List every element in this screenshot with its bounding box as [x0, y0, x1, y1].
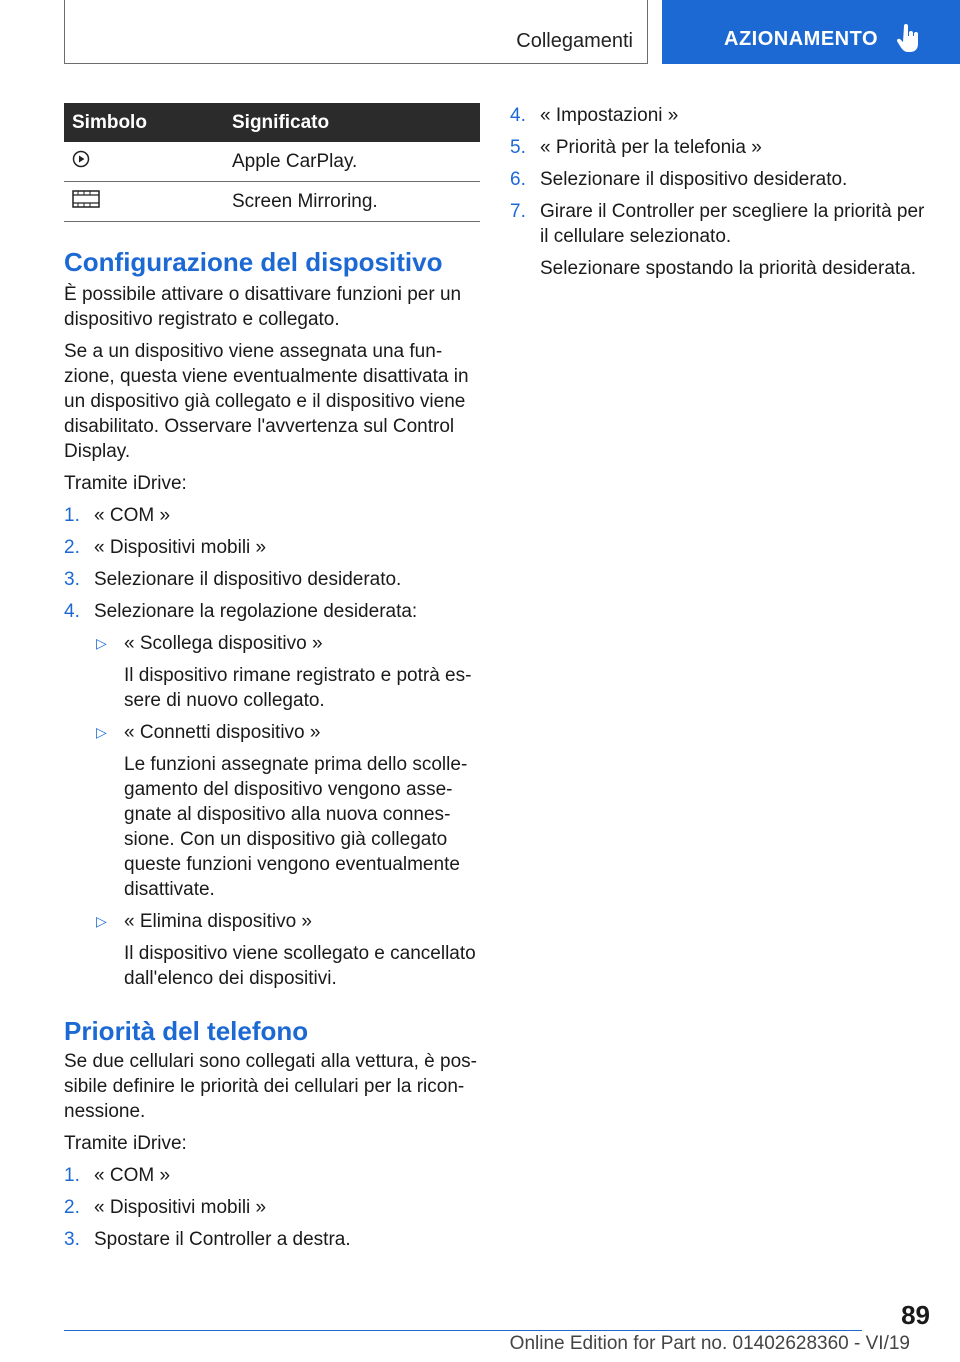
chapter-title: Collegamenti: [516, 30, 633, 52]
header-chapter-box: [64, 0, 648, 64]
left-column: [64, 103, 480, 1252]
config-paragraph-3: Tramite iDrive:: [64, 473, 187, 494]
step-note: Selezionare spostando la priorità desiderata.: [540, 258, 917, 279]
list-item: 1. « COM »: [64, 1165, 171, 1186]
list-item: 1. « COM »: [64, 505, 171, 526]
table-cell-meaning: Screen Mirroring.: [232, 182, 480, 222]
list-item: 2. « Dispositivi mobili »: [64, 537, 267, 558]
list-item: 2. « Dispositivi mobili »: [64, 1197, 267, 1218]
table-cell-meaning: Apple CarPlay.: [232, 142, 480, 182]
footer-edition: Online Edition for Part no. 01402628360 - VI/19: [509, 1333, 910, 1354]
option-item: ▷ « Connetti dispositivo » Le funzioni assegnate prima dello scollegamento del dispositivo vengono assegnate al dispositivo alla nuova connessione. Con un dispositivo già collegato queste funzioni vengono eventualmente disattivate.: [96, 722, 468, 900]
config-steps: [64, 503, 480, 991]
section-title: AZIONAMENTO: [724, 28, 879, 50]
config-paragraph-1: È possibile attivare o disattivare funzioni per un dispositivo registrato e collegato.: [64, 284, 462, 330]
table-row: [64, 182, 480, 222]
table-header-meaning: Significato: [232, 103, 480, 142]
priority-paragraph-1: Se due cellulari sono collegati alla vettura, è possibile definire le priorità dei cellulari per la riconnessione.: [64, 1051, 477, 1122]
carplay-play-icon: [72, 150, 90, 168]
header-section-tab: [662, 0, 960, 64]
triangle-bullet-icon: ▷: [96, 913, 107, 929]
table-header-symbol: Simbolo: [64, 103, 232, 142]
list-item: 3. Selezionare il dispositivo desiderato.: [64, 569, 402, 590]
list-item: 3. Spostare il Controller a destra.: [64, 1229, 351, 1250]
footer-divider: [64, 1330, 862, 1331]
list-item: 4. Selezionare la regolazione desiderata: ▷ « Scollega dispositivo » Il dispositivo rimane registrato e potrà essere di nuovo collegato. ▷ « Connetti dispositivo » Le funzioni assegnate prima dello scollegamento del dispositivo vengono assegnate al dispositivo alla nuova connessione. Con un dispositivo già collegato queste funzioni vengono eventualmente disattivate. ▷ « Elimina dispositivo » Il dispositivo viene scollegato e cancellato dall'elenco dei dispositivi.: [64, 599, 480, 991]
config-paragraph-2: Se a un dispositivo viene assegnata una funzione, questa viene eventualmente disattivata in un dispositivo già collegato e il dispositivo viene disabilitato. Osservare l'avvertenza sul Control Display.: [64, 341, 469, 462]
symbol-table: [64, 103, 480, 222]
triangle-bullet-icon: ▷: [96, 724, 107, 740]
table-row: [64, 142, 480, 182]
list-item: 7. Girare il Controller per scegliere la priorità per il cellulare selezionato. Selezionare spostando la priorità desiderata.: [510, 199, 930, 281]
option-item: ▷ « Scollega dispositivo » Il dispositivo rimane registrato e potrà essere di nuovo collegato.: [96, 633, 472, 711]
priority-steps-right: [510, 103, 930, 281]
priority-heading: Priorità del telefono: [64, 1016, 309, 1046]
option-item: ▷ « Elimina dispositivo » Il dispositivo viene scollegato e cancellato dall'elenco dei dispositivi.: [96, 911, 476, 989]
priority-paragraph-2: Tramite iDrive:: [64, 1133, 187, 1154]
list-item: 6. Selezionare il dispositivo desiderato.: [510, 169, 848, 190]
screen-mirroring-icon: [72, 190, 100, 208]
page-number: 89: [901, 1300, 930, 1330]
config-heading: Configurazione del dispositivo: [64, 247, 443, 277]
config-options: [94, 631, 480, 991]
priority-steps-left: [64, 1163, 480, 1252]
triangle-bullet-icon: ▷: [96, 635, 107, 651]
right-column: [510, 103, 930, 281]
hand-pointer-icon: [896, 24, 920, 54]
list-item: 4. « Impostazioni »: [510, 105, 679, 126]
list-item: 5. « Priorità per la telefonia »: [510, 137, 762, 158]
